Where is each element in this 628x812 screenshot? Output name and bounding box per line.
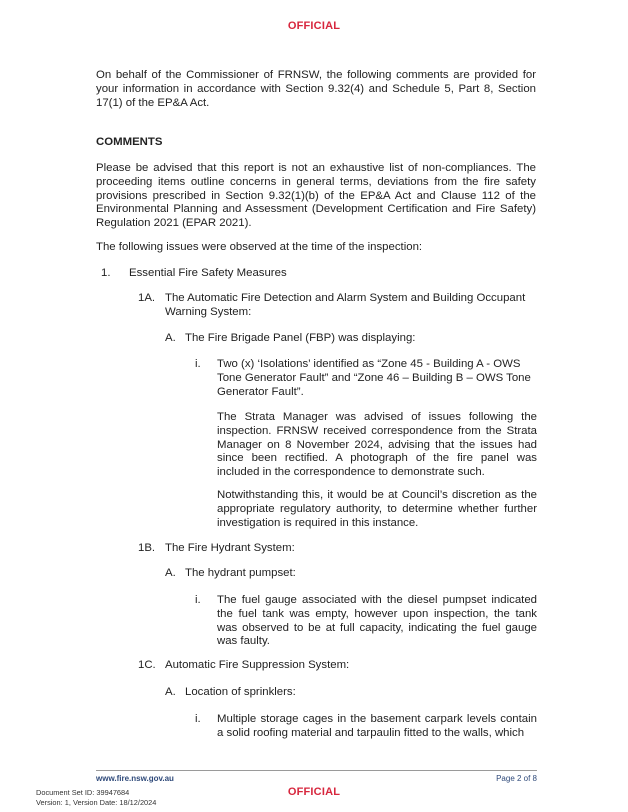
- footer-website-link[interactable]: www.fire.nsw.gov.au: [96, 774, 174, 783]
- item-1b-a-i-number: i.: [195, 594, 201, 606]
- item-1c-a-i-text: Multiple storage cages in the basement carpark levels contain a solid roofing material and tarpaulin fitted to the walls, which: [217, 713, 537, 739]
- item-1b-a-number: A.: [165, 567, 176, 579]
- item-1c-a-title: Location of sprinklers:: [185, 686, 296, 698]
- advisory-paragraph: Please be advised that this report is not an exhaustive list of non-compliances. The proceeding items outline concerns in general terms, deviations from the fire safety provisions prescribed in Section 9.32(1)(b) of the EP&A Act and Clause 112 of the Environmental Planning and Assessment (Development Certification and Fire Safety) Regulation 2021 (EPAR 2021).: [96, 162, 536, 230]
- intro-paragraph: On behalf of the Commissioner of FRNSW, the following comments are provided for your information in accordance with Section 9.32(4) and Schedule 5, Part 8, Section 17(1) of the EP&A Act.: [96, 69, 536, 109]
- document-version: Version: 1, Version Date: 18/12/2024: [36, 798, 157, 807]
- item-1c-a-i-number: i.: [195, 713, 201, 725]
- comments-heading: COMMENTS: [96, 136, 163, 148]
- footer-divider: [96, 770, 537, 771]
- item-1b-title: The Fire Hydrant System:: [165, 542, 295, 554]
- item-1a-a-title: The Fire Brigade Panel (FBP) was displaying:: [185, 332, 416, 344]
- notwithstanding-paragraph: Notwithstanding this, it would be at Council’s discretion as the appropriate regulatory authority, to determine whether further investigation is required in this instance.: [217, 489, 537, 529]
- item-1b-a-title: The hydrant pumpset:: [185, 567, 296, 579]
- item-1-title: Essential Fire Safety Measures: [129, 267, 287, 279]
- classification-header: OFFICIAL: [287, 20, 341, 32]
- item-1a-a-number: A.: [165, 332, 176, 344]
- item-1a-number: 1A.: [138, 292, 156, 304]
- item-1a-a-i-number: i.: [195, 358, 201, 370]
- item-1c-title: Automatic Fire Suppression System:: [165, 659, 350, 671]
- item-1c-number: 1C.: [138, 659, 156, 671]
- classification-footer: OFFICIAL: [287, 786, 341, 798]
- item-1a-a-i-text: Two (x) ‘Isolations’ identified as “Zone 45 - Building A - OWS Tone Generator Fault” and “Zone 46 – Building B – OWS Tone Generator Fault”.: [217, 358, 531, 398]
- item-1c-a-number: A.: [165, 686, 176, 698]
- strata-manager-paragraph: The Strata Manager was advised of issues following the inspection. FRNSW received correspondence from the Strata Manager on 8 November 2024, advising that the issues had since been rectified. A photograph of the fire panel was included in the correspondence to demonstrate such.: [217, 411, 537, 479]
- document-set-id: Document Set ID: 39947684: [36, 788, 130, 797]
- item-1b-a-i-text: The fuel gauge associated with the diesel pumpset indicated the fuel tank was empty, however upon inspection, the tank was observed to be at full capacity, indicating the fuel gauge was faulty.: [217, 594, 537, 648]
- item-1b-number: 1B.: [138, 542, 156, 554]
- item-1a-title: The Automatic Fire Detection and Alarm System and Building Occupant Warning System:: [165, 292, 526, 318]
- item-1-number: 1.: [101, 267, 111, 279]
- footer-page-number: Page 2 of 8: [496, 774, 537, 783]
- observed-paragraph: The following issues were observed at the time of the inspection:: [96, 241, 423, 253]
